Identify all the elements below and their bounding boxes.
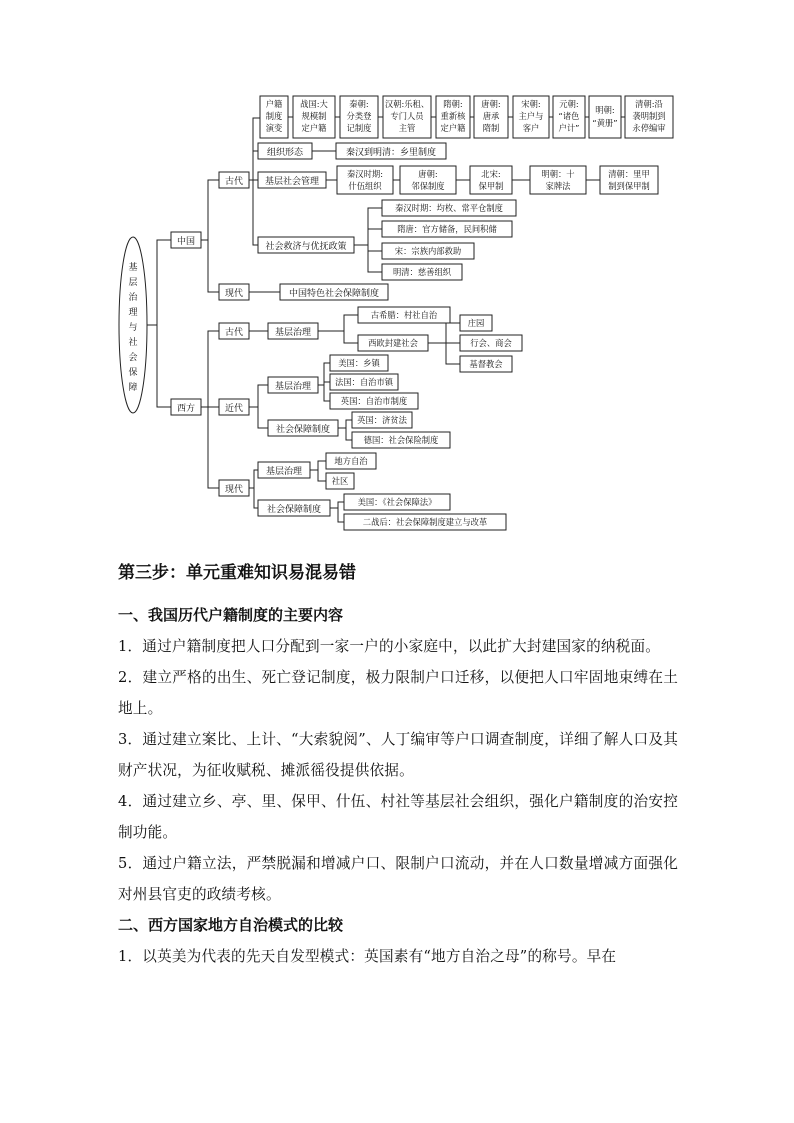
section-2-title: 二、西方国家地方自治模式的比较 (118, 916, 344, 934)
huji-item-1: 战国:大规模制定户籍 (300, 99, 328, 133)
huji-item-7: 元朝: “诸色户计” (558, 99, 580, 133)
modern-gov-item-0: 地方自治 (334, 456, 368, 466)
west-ancient-gov: 基层治理 (274, 328, 312, 338)
recent-gov-item-2: 英国：自治市制度 (340, 396, 408, 406)
knowledge-structure-diagram (0, 0, 794, 545)
relief-item-3: 明清：慈善组织 (392, 267, 452, 277)
huji-item-8: 明朝: “黄册” (592, 105, 618, 128)
recent-sec-item-1: 德国：社会保险制度 (363, 435, 439, 445)
huji-item-5: 唐朝:唐承隋制 (481, 99, 501, 133)
china-modern-node: 现代 (224, 289, 244, 299)
jiceng-item-0: 秦汉时期:什伍组织 (347, 169, 383, 191)
china-modern-detail: 中国特色社会保障制度 (288, 289, 380, 299)
huji-item-3: 汉朝:乐租、专门人员主管 (384, 99, 430, 133)
recent-sec-item-0: 英国：济贫法 (357, 415, 407, 425)
huji-item-9: 清朝:沿袭明制到永停编审 (632, 99, 666, 133)
west-modern-gov: 基层治理 (265, 467, 303, 477)
root-label-char: 基层治理与社会保障 (128, 263, 138, 393)
modern-gov-item-1: 社区 (331, 476, 349, 486)
relief-item-0: 秦汉时期：均枚、常平仓制度 (395, 203, 503, 213)
huji-item-4: 隋朝:重新核定户籍 (440, 99, 466, 133)
west-ancient-item-0: 古希腊：村社自治 (370, 310, 438, 320)
west-recent-node: 近代 (224, 404, 244, 414)
west-recent-gov: 基层治理 (274, 382, 312, 392)
step-title: 第三步：单元重难知识易混易错 (118, 563, 356, 583)
china-node: 中国 (176, 237, 196, 247)
relief-item-2: 宋：宗族内部救助 (394, 246, 462, 256)
west-modern-security: 社会保障制度 (266, 505, 322, 515)
recent-gov-item-0: 美国：乡镇 (338, 358, 380, 368)
section-1-item: 4．通过建立乡、亭、里、保甲、什伍、村社等基层社会组织，强化户籍制度的治安控制功能。 (118, 793, 678, 841)
modern-sec-item-1: 二战后：社会保障制度建立与改革 (362, 517, 488, 527)
feudal-item-0: 庄园 (467, 318, 485, 328)
jiceng-item-2: 北宋:保甲制 (478, 169, 504, 191)
org-form-node: 组织形态 (266, 148, 304, 158)
feudal-item-1: 行会、商会 (470, 338, 512, 348)
jiceng-item-4: 清朝：里甲制到保甲制 (608, 169, 650, 191)
recent-gov-item-1: 法国：自治市镇 (334, 377, 394, 387)
relief-node: 社会救济与优抚政策 (265, 242, 347, 252)
huji-item-2: 秦朝:分类登记制度 (346, 99, 372, 133)
west-recent-security: 社会保障制度 (275, 425, 331, 435)
china-ancient-node: 古代 (224, 177, 244, 187)
west-modern-node: 现代 (224, 485, 244, 495)
huji-item-0: 户籍制度演变 (265, 99, 283, 133)
relief-item-1: 隋唐：官方储备，民间积储 (397, 224, 497, 234)
section-2-item: 1．以英美为代表的先天自发型模式：英国素有“地方自治之母”的称号。早在 (118, 948, 617, 965)
article (118, 560, 678, 972)
section-1-item: 5．通过户籍立法，严禁脱漏和增减户口、限制户口流动，并在人口数量增减方面强化对州县官吏的政绩考核。 (118, 855, 678, 903)
modern-sec-item-0: 美国：《社会保障法》 (357, 497, 437, 507)
section-1-item: 2．建立严格的出生、死亡登记制度，极力限制户口迁移，以便把人口牢固地束缚在土地上。 (118, 669, 678, 717)
section-1-title: 一、我国历代户籍制度的主要内容 (118, 606, 344, 624)
jiceng-item-1: 唐朝:邻保制度 (411, 169, 445, 191)
section-1-item: 1．通过户籍制度把人口分配到一家一户的小家庭中，以此扩大封建国家的纳税面。 (118, 638, 661, 655)
west-ancient-item-1: 西欧封建社会 (368, 338, 418, 348)
jiceng-item-3: 明朝：十家牌法 (541, 169, 575, 191)
jiceng-node: 基层社会管理 (264, 177, 320, 187)
west-ancient-node: 古代 (224, 328, 244, 338)
org-form-detail: 秦汉到明清：乡里制度 (345, 148, 437, 158)
section-1-item: 3．通过建立案比、上计、“大索貌阅”、人丁编审等户口调查制度，详细了解人口及其财产状况，为征收赋税、摊派徭役提供依据。 (118, 731, 678, 779)
huji-item-6: 宋朝:主户与客户 (518, 99, 544, 133)
west-node: 西方 (176, 404, 196, 414)
feudal-item-2: 基督教会 (469, 359, 503, 369)
